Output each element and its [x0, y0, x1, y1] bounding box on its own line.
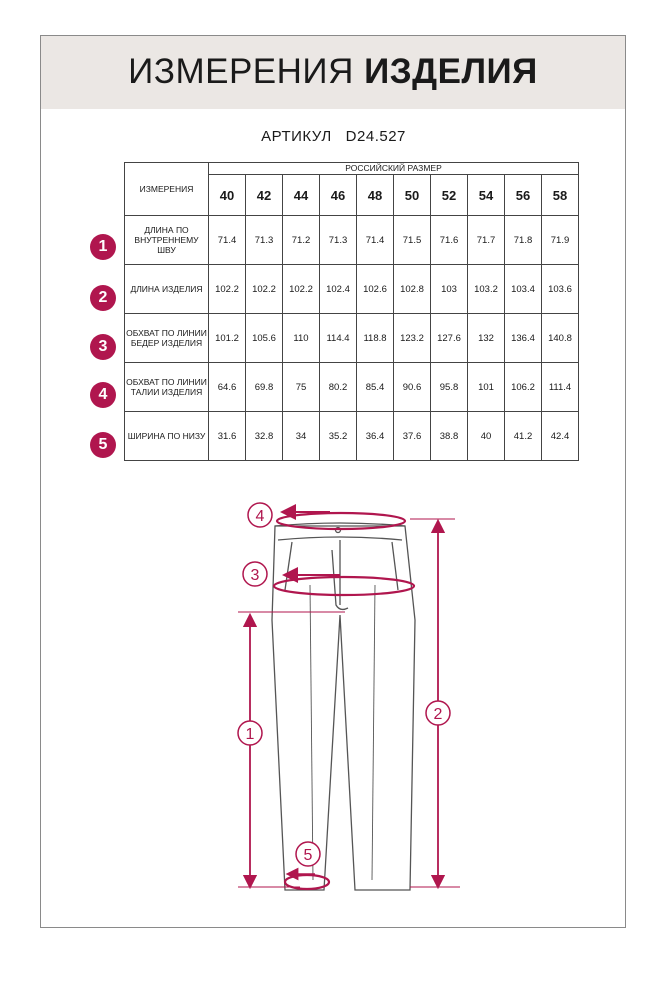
table-cell: 80.2 [320, 363, 357, 412]
table-cell: 32.8 [246, 412, 283, 461]
table-cell: 102.8 [394, 265, 431, 314]
marker-label: 2 [433, 706, 443, 723]
table-row [125, 265, 579, 314]
table-cell: 118.8 [357, 314, 394, 363]
hem-measure [285, 875, 329, 889]
marker-5 [296, 842, 320, 866]
table-cell: 71.5 [394, 216, 431, 265]
marker-4 [248, 503, 272, 527]
table-cell: 40 [468, 412, 505, 461]
table-row [125, 363, 579, 412]
title-bold: ИЗДЕЛИЯ [364, 52, 538, 91]
table-cell: 105.6 [246, 314, 283, 363]
table-cell: 102.4 [320, 265, 357, 314]
row-number-badge: 2 [90, 285, 116, 311]
table-cell: 103.4 [505, 265, 542, 314]
measurements-header: ИЗМЕРЕНИЯ [125, 163, 209, 216]
table-cell: 102.2 [283, 265, 320, 314]
measurement-label: ДЛИНА ПО ВНУТРЕННЕМУ ШВУ [125, 216, 209, 265]
table-cell: 103 [431, 265, 468, 314]
marker-label: 4 [255, 508, 265, 525]
table-cell: 42.4 [542, 412, 579, 461]
table-cell: 31.6 [209, 412, 246, 461]
table-cell: 34 [283, 412, 320, 461]
table-cell: 71.3 [320, 216, 357, 265]
table-cell: 85.4 [357, 363, 394, 412]
table-cell: 123.2 [394, 314, 431, 363]
size-header: 54 [468, 175, 505, 216]
marker-label: 1 [245, 726, 255, 743]
measurement-label: ОБХВАТ ПО ЛИНИИ БЕДЕР ИЗДЕЛИЯ [125, 314, 209, 363]
marker-2 [426, 701, 450, 725]
table-cell: 71.7 [468, 216, 505, 265]
table-cell: 64.6 [209, 363, 246, 412]
table-cell: 114.4 [320, 314, 357, 363]
table-cell: 111.4 [542, 363, 579, 412]
article-code: D24.527 [345, 128, 406, 145]
table-cell: 71.4 [357, 216, 394, 265]
marker-3 [243, 562, 267, 586]
table-cell: 132 [468, 314, 505, 363]
size-header: 46 [320, 175, 357, 216]
table-cell: 140.8 [542, 314, 579, 363]
row-number-badge: 4 [90, 382, 116, 408]
size-header: 44 [283, 175, 320, 216]
table-cell: 37.6 [394, 412, 431, 461]
page-title [41, 52, 625, 92]
measurement-label: ОБХВАТ ПО ЛИНИИ ТАЛИИ ИЗДЕЛИЯ [125, 363, 209, 412]
table-cell: 102.2 [246, 265, 283, 314]
row-number-badge: 1 [90, 234, 116, 260]
table-cell: 136.4 [505, 314, 542, 363]
table-cell: 90.6 [394, 363, 431, 412]
table-cell: 41.2 [505, 412, 542, 461]
table-cell: 101.2 [209, 314, 246, 363]
hip-measure [274, 577, 414, 595]
size-header: 40 [209, 175, 246, 216]
size-header: 58 [542, 175, 579, 216]
table-cell: 95.8 [431, 363, 468, 412]
row-number-badge: 3 [90, 334, 116, 360]
article-label: АРТИКУЛ [261, 128, 332, 145]
article-line [0, 128, 667, 145]
table-cell: 110 [283, 314, 320, 363]
table-cell: 69.8 [246, 363, 283, 412]
table-cell: 36.4 [357, 412, 394, 461]
title-light: ИЗМЕРЕНИЯ [128, 52, 354, 91]
table-cell: 38.8 [431, 412, 468, 461]
table-cell: 35.2 [320, 412, 357, 461]
table-cell: 71.8 [505, 216, 542, 265]
marker-label: 5 [303, 847, 313, 864]
size-group-header: РОССИЙСКИЙ РАЗМЕР [209, 163, 579, 175]
size-header: 50 [394, 175, 431, 216]
size-header: 42 [246, 175, 283, 216]
trousers-diagram [0, 490, 667, 910]
table-cell: 103.6 [542, 265, 579, 314]
table-cell: 71.6 [431, 216, 468, 265]
table-cell: 102.2 [209, 265, 246, 314]
marker-1 [238, 721, 262, 745]
table-row [125, 216, 579, 265]
size-header: 56 [505, 175, 542, 216]
table-cell: 106.2 [505, 363, 542, 412]
table-cell: 71.3 [246, 216, 283, 265]
marker-label: 3 [250, 567, 260, 584]
table-cell: 102.6 [357, 265, 394, 314]
row-number-badge: 5 [90, 432, 116, 458]
table-cell: 71.9 [542, 216, 579, 265]
size-table [124, 162, 579, 461]
table-row [125, 314, 579, 363]
measurement-label: ШИРИНА ПО НИЗУ [125, 412, 209, 461]
table-cell: 71.2 [283, 216, 320, 265]
table-row [125, 412, 579, 461]
size-header: 48 [357, 175, 394, 216]
table-cell: 103.2 [468, 265, 505, 314]
measurement-label: ДЛИНА ИЗДЕЛИЯ [125, 265, 209, 314]
table-cell: 75 [283, 363, 320, 412]
table-cell: 127.6 [431, 314, 468, 363]
size-header: 52 [431, 175, 468, 216]
table-cell: 71.4 [209, 216, 246, 265]
table-cell: 101 [468, 363, 505, 412]
